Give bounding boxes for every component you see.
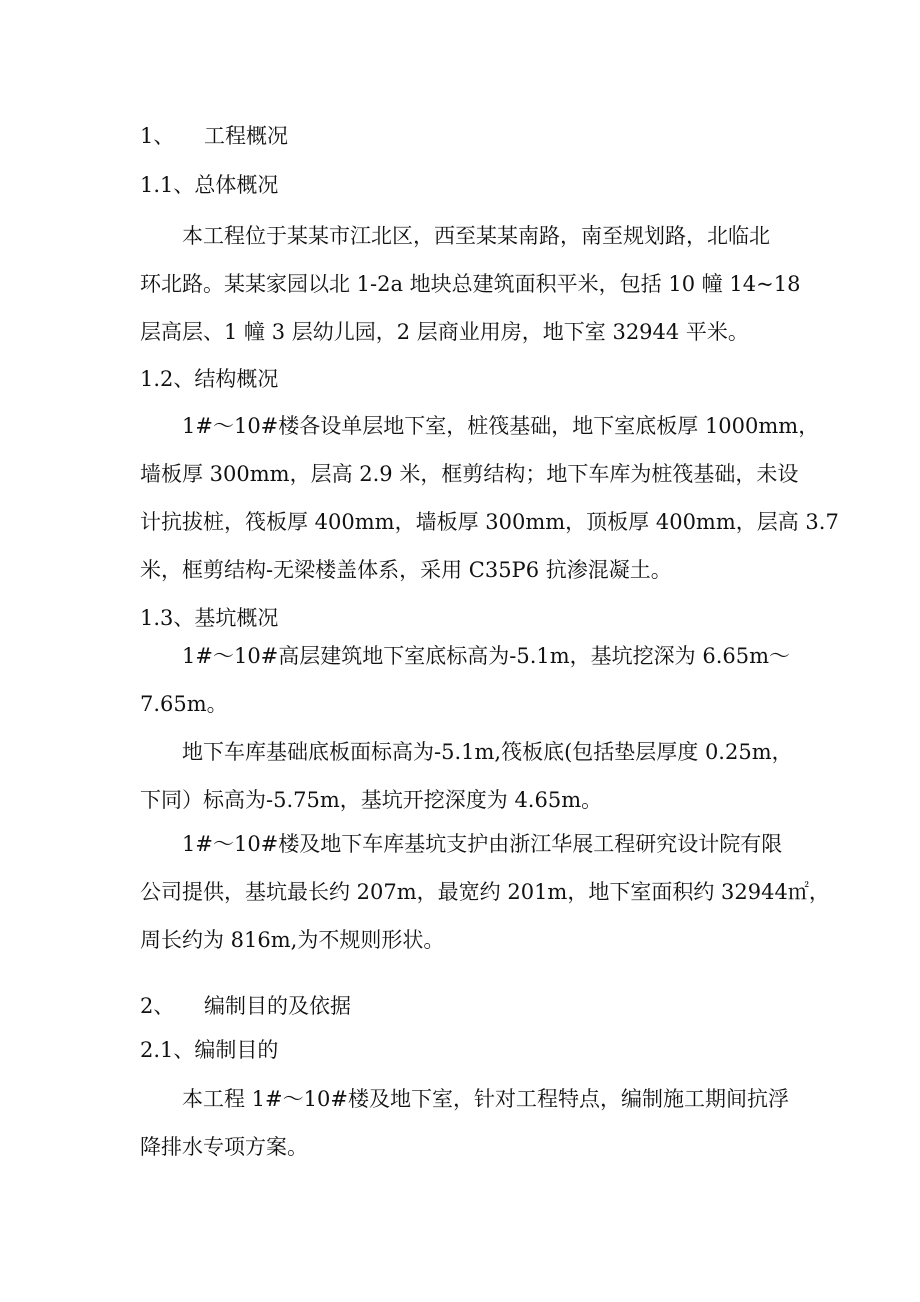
subsection-1-1-heading: 1.1、总体概况: [140, 173, 279, 197]
section-2-title: 编制目的及依据: [204, 994, 351, 1018]
section-1-heading: [140, 122, 288, 150]
paragraph-line: 地下车库基础底板面标高为-5.1m,筏板底(包括垫层厚度 0.25m，: [182, 740, 793, 764]
paragraph-line: 1#～10#楼及地下车库基坑支护由浙江华展工程研究设计院有限: [182, 832, 783, 856]
subsection-2-1-paragraph: [140, 1075, 789, 1171]
subsection-1-2-heading: 1.2、结构概况: [140, 367, 279, 391]
paragraph-line: 降排水专项方案。: [140, 1135, 308, 1159]
paragraph-line: 层高层、1 幢 3 层幼儿园，2 层商业用房，地下室 32944 平米。: [140, 320, 749, 344]
section-2-heading: [140, 992, 351, 1020]
subsection-1-3-heading: 1.3、基坑概况: [140, 606, 279, 630]
section-1-title: 工程概况: [204, 124, 288, 148]
paragraph-line: 环北路。某某家园以北 1-2a 地块总建筑面积平米，包括 10 幢 14~18: [140, 272, 801, 296]
subsection-1-3-paragraph-1: [140, 632, 791, 728]
paragraph-line: 1#～10#楼各设单层地下室，桩筏基础，地下室底板厚 1000mm，: [182, 414, 820, 438]
paragraph-line: 下同）标高为-5.75m，基坑开挖深度为 4.65m。: [140, 788, 603, 812]
paragraph-line: 计抗拔桩，筏板厚 400mm，墙板厚 300mm，顶板厚 400mm，层高 3.7: [140, 510, 839, 534]
paragraph-line: 公司提供，基坑最长约 207m，最宽约 201m，地下室面积约 32944㎡，: [140, 880, 830, 904]
section-1-number: 1、: [140, 124, 175, 148]
paragraph-line: 本工程 1#～10#楼及地下室，针对工程特点，编制施工期间抗浮: [182, 1087, 789, 1111]
paragraph-line: 本工程位于某某市江北区，西至某某南路，南至规划路，北临北: [182, 224, 770, 248]
subsection-1-3-paragraph-3: [140, 820, 830, 964]
paragraph-line: 1#～10#高层建筑地下室底标高为-5.1m，基坑挖深为 6.65m～: [182, 644, 791, 668]
paragraph-line: 周长约为 816m,为不规则形状。: [140, 928, 445, 952]
subsection-2-1-heading: 2.1、编制目的: [140, 1038, 279, 1062]
paragraph-line: 墙板厚 300mm，层高 2.9 米，框剪结构；地下车库为桩筏基础，未设: [140, 462, 799, 486]
subsection-1-1-paragraph: [140, 212, 801, 356]
subsection-1-2-paragraph: [140, 402, 839, 594]
section-2-number: 2、: [140, 994, 175, 1018]
paragraph-line: 米，框剪结构-无梁楼盖体系，采用 C35P6 抗渗混凝土。: [140, 558, 672, 582]
subsection-1-3-paragraph-2: [140, 728, 793, 824]
paragraph-line: 7.65m。: [140, 692, 228, 716]
